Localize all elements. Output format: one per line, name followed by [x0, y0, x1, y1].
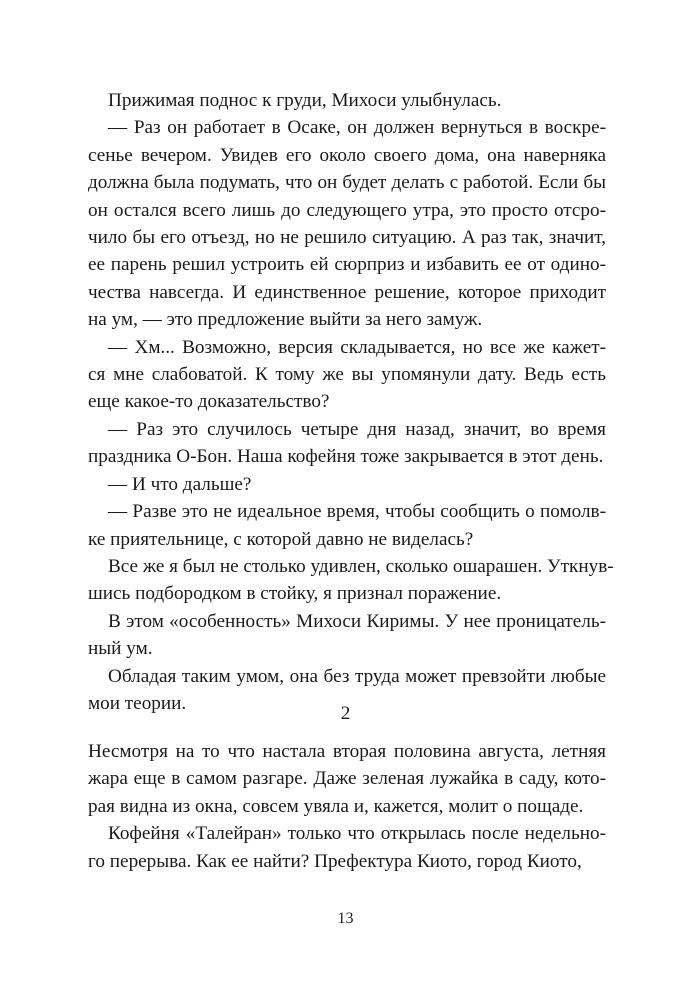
- text-line: Несмотря на то что настала вторая половина августа, летняя: [88, 741, 606, 762]
- text-line: чества навсегда. И единственное решение, которое приходит: [88, 281, 606, 303]
- text-line: го перерыва. Как ее найти? Префектура Киото, город Киото,: [88, 850, 582, 872]
- page-number: 13: [337, 910, 354, 927]
- text-line: — Раз это случилось четыре дня назад, значит, во время: [108, 418, 606, 440]
- text-line: он остался всего лишь до следующего утра, это просто отсро-: [88, 199, 606, 221]
- text-line: праздника О-Бон. Наша кофейня тоже закрывается в этот день.: [88, 446, 604, 468]
- text-line: на ум, — это предложение выйти за него замуж.: [88, 309, 483, 331]
- text-line: ся мне слабоватой. К тому же вы упомянули дату. Ведь есть: [88, 364, 606, 386]
- paragraph: [88, 114, 606, 333]
- text-line: Все же я был не столько удивлен, сколько ошарашен. Уткнув-: [108, 555, 614, 577]
- text-block-top: [88, 87, 614, 717]
- text-line: В этом «особенность» Михоси Киримы. У нее проницатель-: [108, 610, 606, 632]
- paragraph: [88, 738, 606, 820]
- text-line: — И что дальше?: [108, 473, 252, 495]
- paragraph: [88, 87, 606, 114]
- paragraph: [88, 608, 606, 663]
- text-line: должна была подумать, что он будет делать с работой. Если бы: [88, 172, 606, 194]
- text-line: рая видна из окна, совсем увяла и, кажется, молит о пощаде.: [88, 795, 584, 817]
- text-line: жара еще в самом разгаре. Даже зеленая лужайка в саду, кото-: [88, 768, 606, 790]
- paragraph: [88, 820, 606, 875]
- paragraph: [88, 416, 606, 471]
- paragraph: [88, 498, 606, 553]
- text-line: Кофейня «Талейран» только что открылась после недельно-: [108, 823, 606, 845]
- paragraph: [88, 334, 606, 416]
- text-line: ее парень решил устроить ей сюрприз и избавить ее от одино-: [88, 254, 606, 276]
- text-block-bottom: [88, 738, 606, 875]
- text-line: шись подбородком в стойку, я признал поражение.: [88, 583, 502, 605]
- text-line: ке приятельнице, с которой давно не виделась?: [88, 528, 474, 550]
- text-line: мои теории.: [88, 692, 187, 714]
- text-line: сенье вечером. Увидев его около своего дома, она наверняка: [88, 144, 606, 166]
- text-line: Обладая таким умом, она без труда может превзойти любые: [108, 665, 606, 687]
- text-line: — Разве это не идеальное время, чтобы сообщить о помолв-: [108, 501, 606, 523]
- text-line: чило бы его отъезд, но не решило ситуацию. А раз так, значит,: [88, 227, 606, 249]
- text-line: — Раз он работает в Осаке, он должен вернуться в воскре-: [108, 117, 606, 139]
- text-line: — Хм... Возможно, версия складывается, но все же кажет-: [108, 336, 606, 358]
- text-line: Прижимая поднос к груди, Михоси улыбнулась.: [108, 90, 502, 111]
- text-line: еще какое-то доказательство?: [88, 391, 330, 413]
- text-line: ный ум.: [88, 638, 153, 660]
- paragraph: [88, 471, 606, 498]
- section-number: 2: [340, 703, 351, 724]
- paragraph: [88, 553, 614, 608]
